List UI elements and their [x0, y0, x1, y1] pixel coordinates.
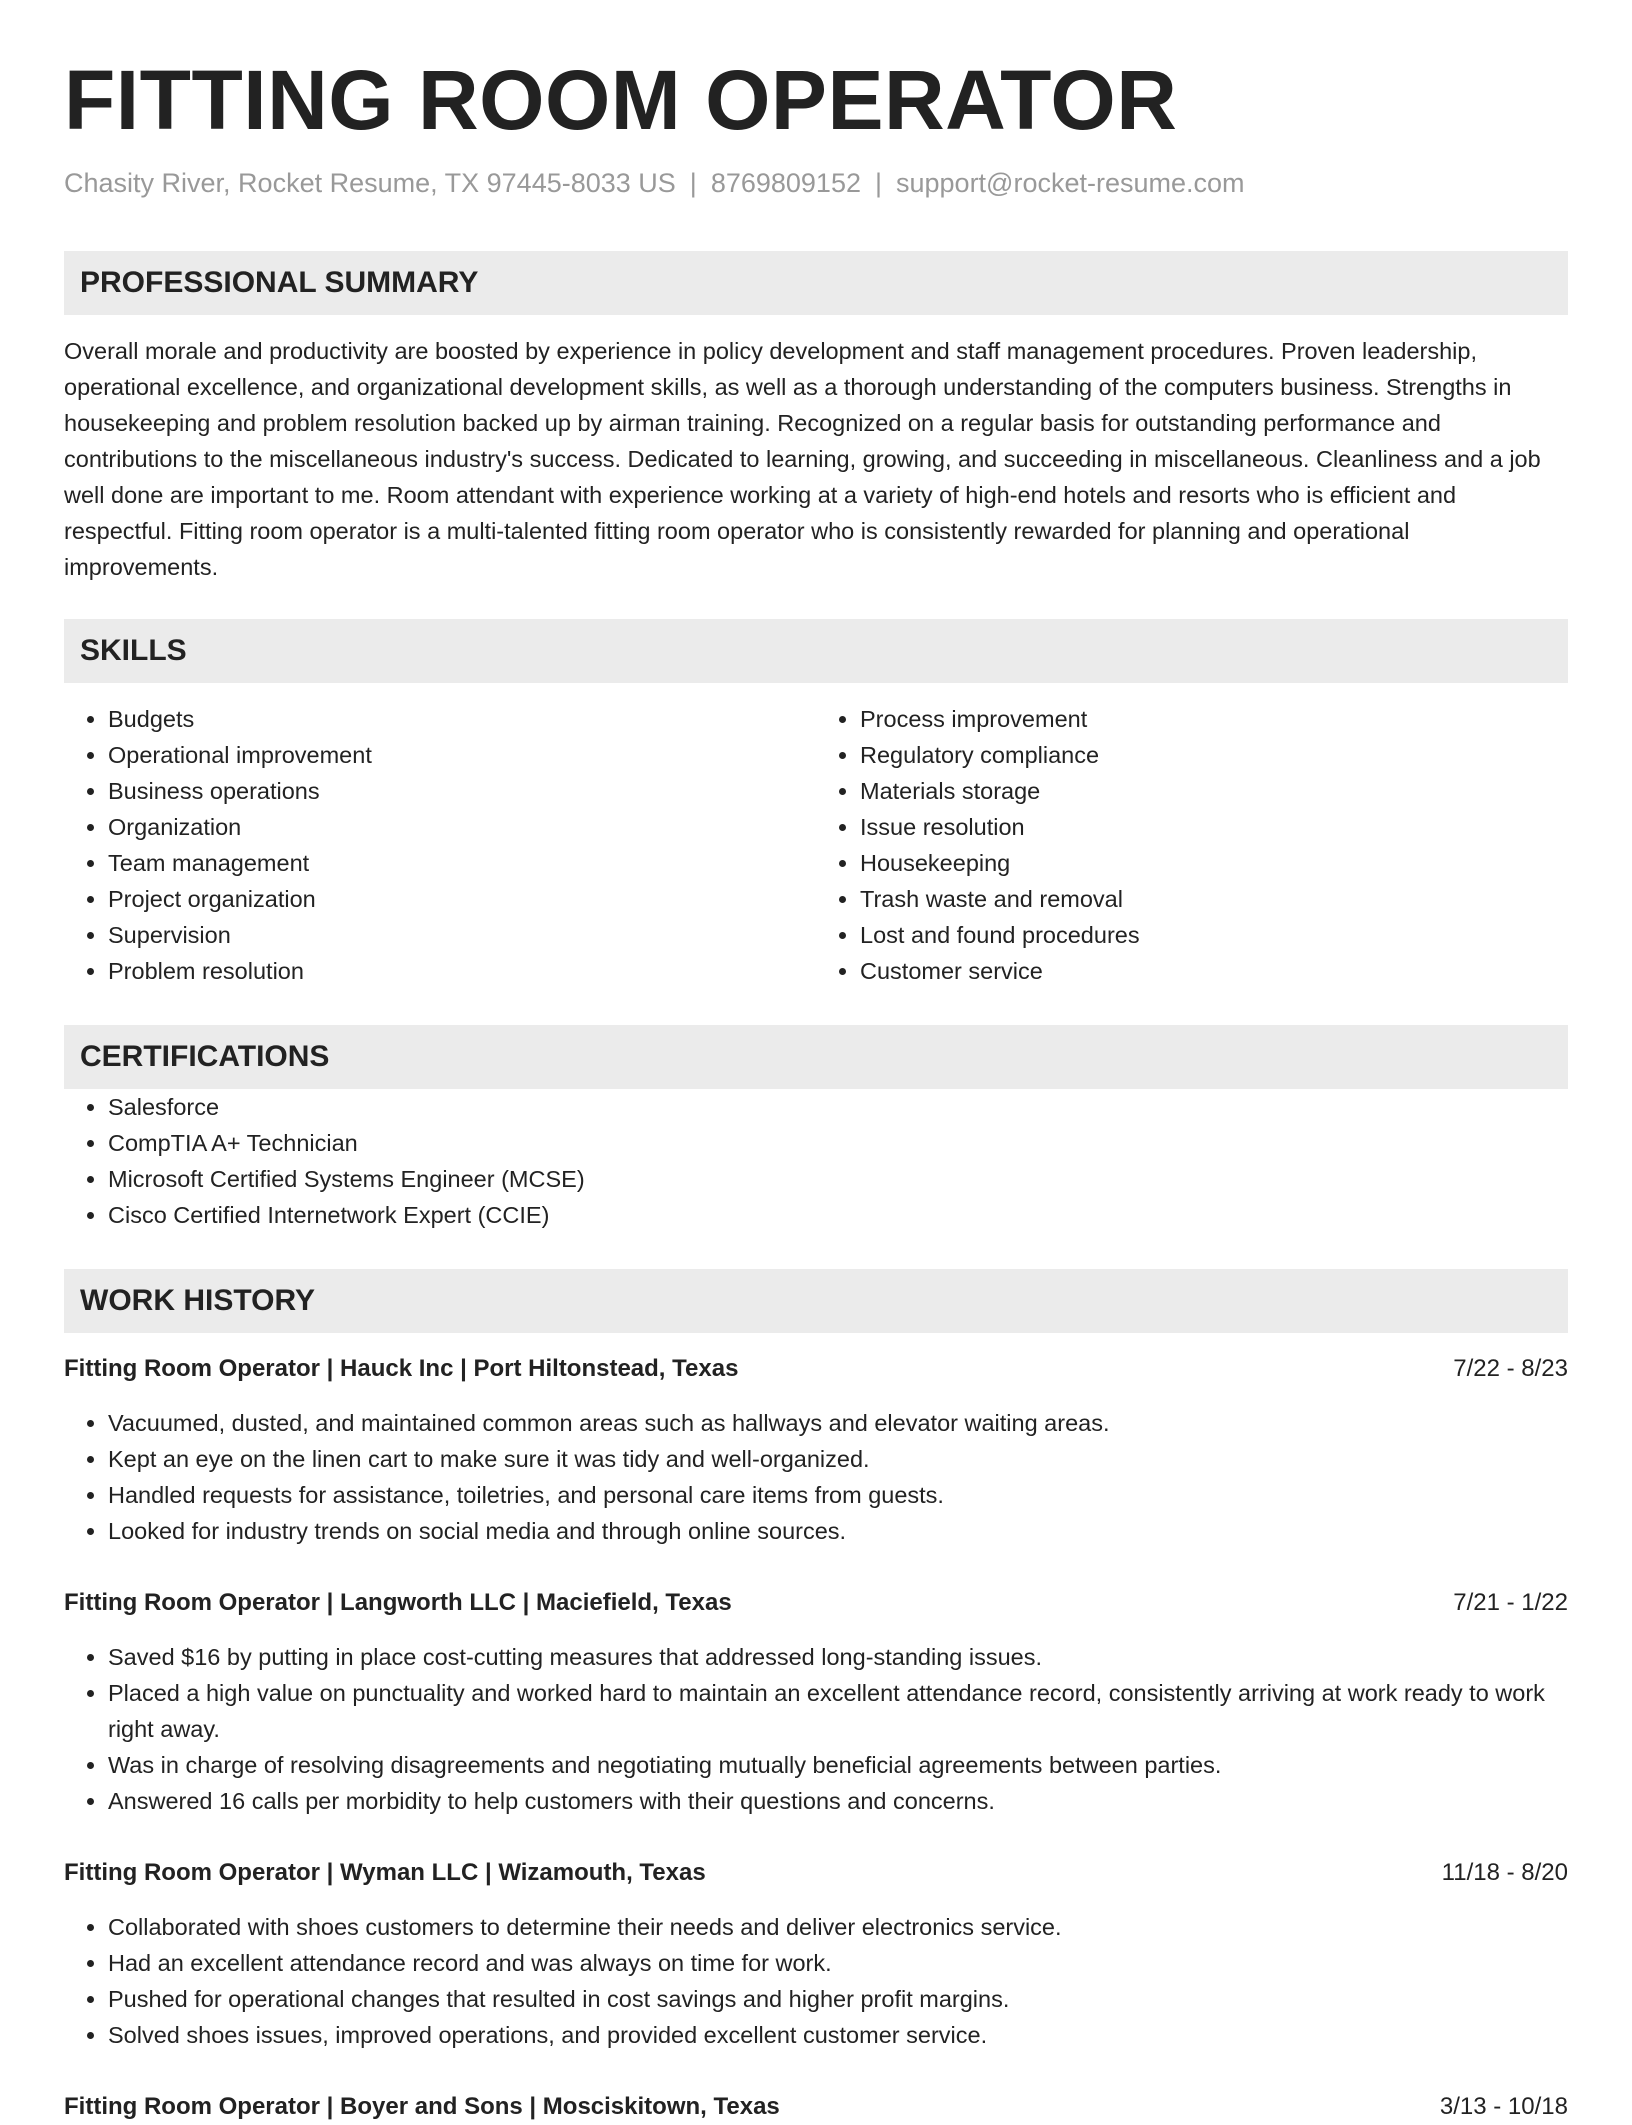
- skills-right-list: [816, 701, 1568, 989]
- contact-line: [64, 166, 1568, 201]
- skill-item: • Materials storage: [860, 773, 1568, 809]
- job-title: Fitting Room Operator | Boyer and Sons | Mosciskitown, Texas: [64, 2093, 780, 2121]
- job-heading: [64, 1351, 1568, 1387]
- resume-page: [64, 54, 1568, 2125]
- job-bullet: • Pushed for operational changes that resulted in cost savings and higher profit margins.: [108, 1981, 1568, 2017]
- job-entry: [64, 1855, 1568, 2053]
- job-heading: [64, 1585, 1568, 1621]
- job-bullet: • Collaborated with shoes customers to determine their needs and deliver electronics service.: [108, 1909, 1568, 1945]
- section-header-skills: SKILLS: [64, 619, 1568, 683]
- skills-left-list: [64, 701, 816, 989]
- skill-item: • Organization: [108, 809, 816, 845]
- job-bullet: • Was in charge of resolving disagreements and negotiating mutually beneficial agreements between parties.: [108, 1747, 1568, 1783]
- certification-item: • Cisco Certified Internetwork Expert (CCIE): [108, 1197, 1568, 1233]
- contact-address: Chasity River, Rocket Resume, TX 97445-8033 US: [64, 168, 676, 199]
- section-header-professional-summary: PROFESSIONAL SUMMARY: [64, 251, 1568, 315]
- skill-item: • Problem resolution: [108, 953, 816, 989]
- job-entry: [64, 1351, 1568, 1549]
- job-dates: 7/22 - 8/23: [1453, 1355, 1568, 1383]
- job-bullet: • Placed a high value on punctuality and worked hard to maintain an excellent attendance record, consistently arriving at work ready to work right away.: [108, 1675, 1568, 1747]
- contact-email: support@rocket-resume.com: [896, 168, 1245, 199]
- job-title: Fitting Room Operator | Langworth LLC | Maciefield, Texas: [64, 1589, 732, 1617]
- job-title: Fitting Room Operator | Wyman LLC | Wizamouth, Texas: [64, 1859, 706, 1887]
- skill-item: • Housekeeping: [860, 845, 1568, 881]
- job-bullet: • Solved shoes issues, improved operations, and provided excellent customer service.: [108, 2017, 1568, 2053]
- job-dates: 3/13 - 10/18: [1439, 2093, 1568, 2121]
- job-bullet: • Handled requests for assistance, toiletries, and personal care items from guests.: [108, 1477, 1568, 1513]
- skill-item: • Lost and found procedures: [860, 917, 1568, 953]
- candidate-name: FITTING ROOM OPERATOR: [64, 53, 1178, 147]
- job-bullet: • Answered 16 calls per morbidity to help customers with their questions and concerns.: [108, 1783, 1568, 1819]
- skills-columns: [64, 701, 1568, 989]
- certification-item: • Microsoft Certified Systems Engineer (MCSE): [108, 1161, 1568, 1197]
- job-heading: [64, 1855, 1568, 1891]
- skill-item: • Supervision: [108, 917, 816, 953]
- job-entry: [64, 1585, 1568, 1819]
- certifications-list: [64, 1089, 1568, 1233]
- contact-phone: 8769809152: [710, 168, 861, 199]
- skill-item: • Issue resolution: [860, 809, 1568, 845]
- job-bullet: • Saved $16 by putting in place cost-cutting measures that addressed long-standing issues.: [108, 1639, 1568, 1675]
- contact-separator: |: [874, 168, 882, 199]
- job-bullets: [64, 1405, 1568, 1549]
- section-header-work-history: WORK HISTORY: [64, 1269, 1568, 1333]
- skill-item: • Customer service: [860, 953, 1568, 989]
- job-entry: [64, 2089, 1568, 2125]
- certification-item: • CompTIA A+ Technician: [108, 1125, 1568, 1161]
- job-heading: [64, 2089, 1568, 2125]
- job-bullet: • Vacuumed, dusted, and maintained common areas such as hallways and elevator waiting areas.: [108, 1405, 1568, 1441]
- job-bullets: [64, 1909, 1568, 2053]
- skill-item: • Team management: [108, 845, 816, 881]
- skill-item: • Project organization: [108, 881, 816, 917]
- skill-item: • Operational improvement: [108, 737, 816, 773]
- section-header-certifications: CERTIFICATIONS: [64, 1025, 1568, 1089]
- skill-item: • Trash waste and removal: [860, 881, 1568, 917]
- skill-item: • Process improvement: [860, 701, 1568, 737]
- job-bullet: • Looked for industry trends on social media and through online sources.: [108, 1513, 1568, 1549]
- skill-item: • Business operations: [108, 773, 816, 809]
- job-dates: 7/21 - 1/22: [1453, 1589, 1568, 1617]
- skill-item: • Regulatory compliance: [860, 737, 1568, 773]
- job-title: Fitting Room Operator | Hauck Inc | Port Hiltonstead, Texas: [64, 1355, 739, 1383]
- job-bullet: • Had an excellent attendance record and was always on time for work.: [108, 1945, 1568, 1981]
- contact-separator: |: [689, 168, 697, 199]
- professional-summary-text: Overall morale and productivity are boosted by experience in policy development and staff management procedures. Proven leadership, operational excellence, and organizational development skills, as well as a thorough understanding of the computers business. Strengths in housekeeping and problem resolution backed up by airman training. Recognized on a regular basis for outstanding performance and contributions to the miscellaneous industry's success. Dedicated to learning, growing, and succeeding in miscellaneous. Cleanliness and a job well done are important to me. Room attendant with experience working at a variety of high-end hotels and resorts who is efficient and respectful. Fitting room operator is a multi-talented fitting room operator who is consistently rewarded for planning and operational improvements.: [64, 338, 1541, 581]
- certification-item: • Salesforce: [108, 1089, 1568, 1125]
- job-dates: 11/18 - 8/20: [1441, 1859, 1568, 1887]
- job-bullet: • Kept an eye on the linen cart to make sure it was tidy and well-organized.: [108, 1441, 1568, 1477]
- job-bullets: [64, 1639, 1568, 1819]
- skill-item: • Budgets: [108, 701, 816, 737]
